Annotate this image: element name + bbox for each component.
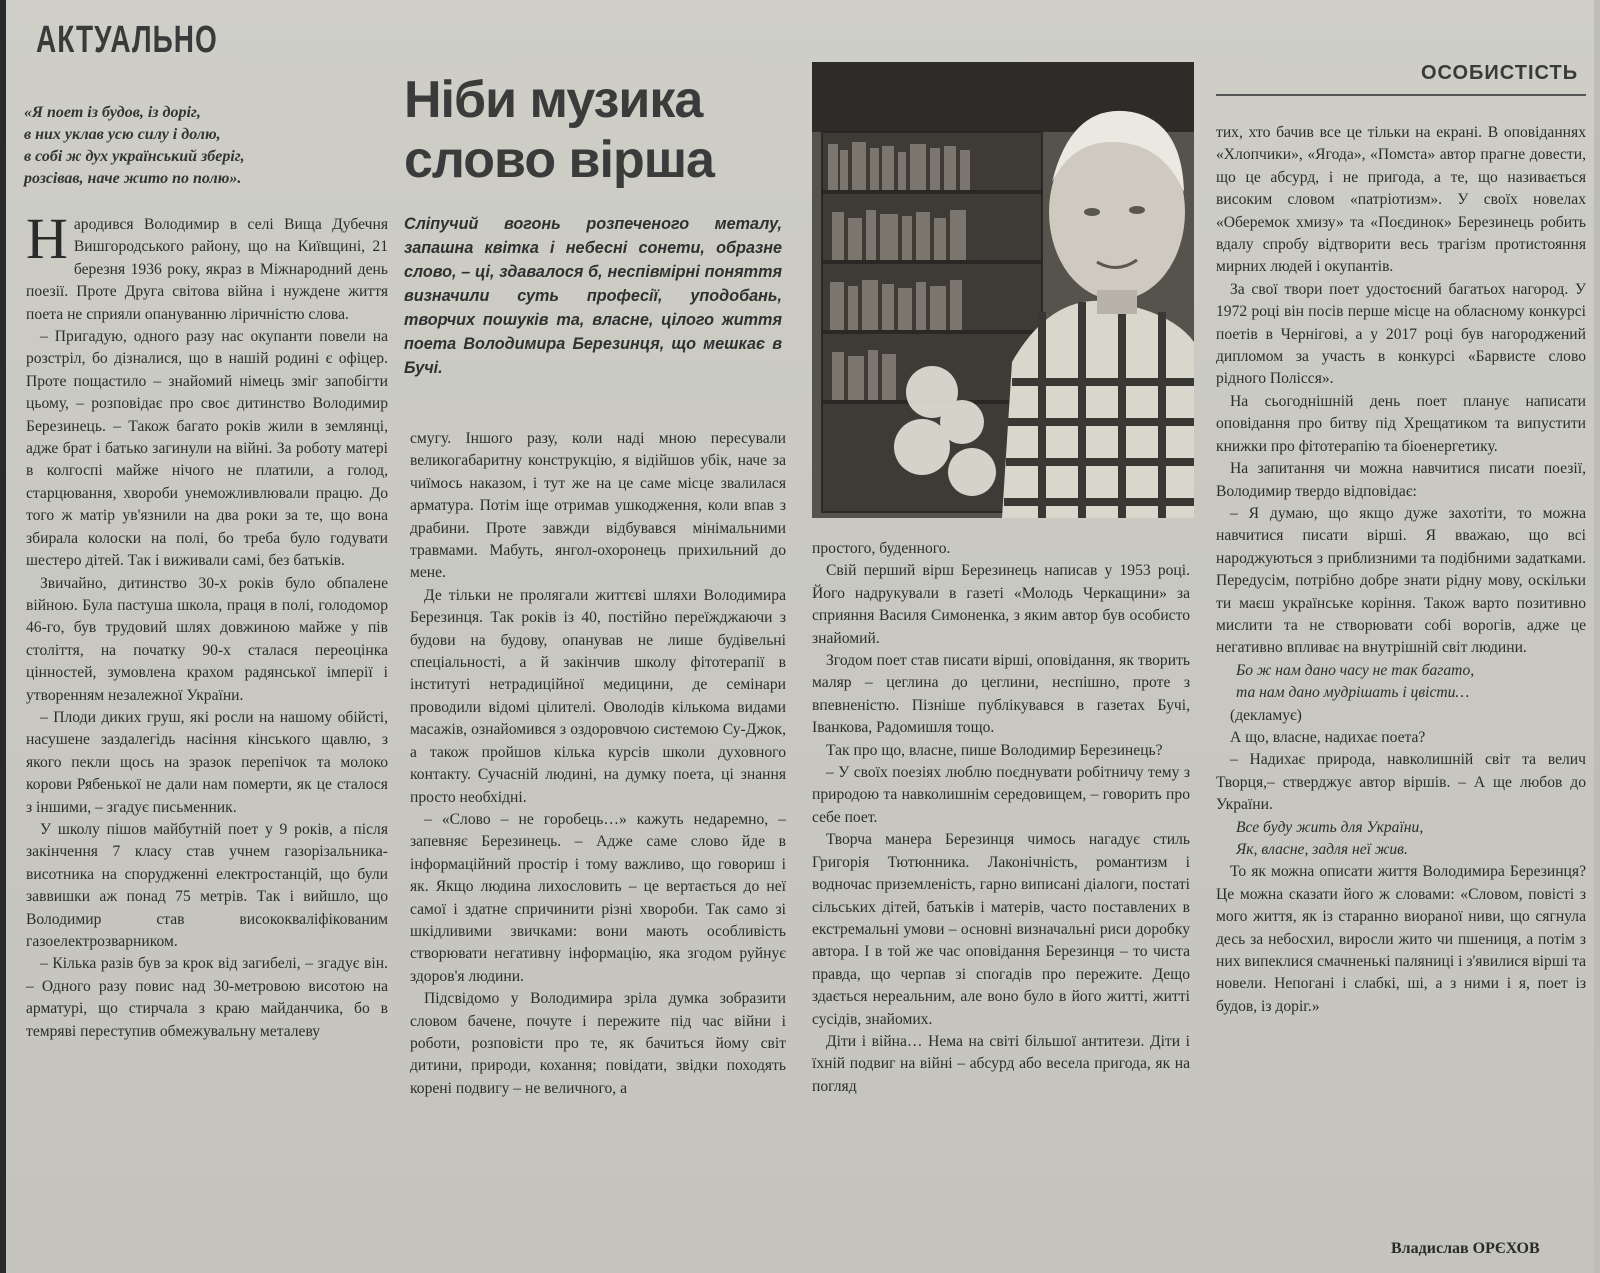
headline-line: слово вірша — [404, 131, 714, 189]
stage-direction: (декламує) — [1230, 706, 1302, 724]
poem-line: Як, власне, задля неї жив. — [1236, 841, 1408, 858]
article-lead: Сліпучий вогонь розпеченого металу, запашна квітка і небесні сонети, образне слово, – ці, здавалося б, неспівмірні поняття визначили суть професії, уподобань, творчих пошуків та, власне, цілого життя поета Володимира Березинця, що мешкає в Бучі. — [404, 215, 782, 377]
portrait-illustration — [812, 62, 1194, 518]
article-headline — [404, 70, 794, 190]
author-signature: Владислав ОРЄХОВ — [1391, 1240, 1540, 1257]
paragraph: – «Слово – не горобець…» кажуть недаремно, – запевняє Березинець. – Адже саме слово йде в інформаційний простір і тому важливо, що говориш і як. Якщо людина лихословить – це вертається до неї самої і здатне спричинити різні хвороби. Так само зі шкідливими звичками: вони мають особливість створювати негативну інформацію, яка згодом руйнує здоров'я людини. — [410, 810, 786, 985]
paragraph: Де тільки не пролягали життєві шляхи Володимира Березинця. Так років із 40, постійно переїжджаючи з будови на будову, опанував не лише будівельні спеціальності, а й закінчив школу фітотерапії в інституті нетрадиційної медицини, де семінари проводили відомі цілителі. Оволодів кількома видами масажів, ознайомився з оздоровчою системою Су-Джок, а також пройшов кілька курсів школи духовного контакту. Сучасній людині, на думку поета, ці знання просто необхідні. — [410, 586, 786, 806]
section-title-right: ОСОБИСТІСТЬ — [1421, 62, 1579, 84]
paragraph: Діти і війна… Нема на світі більшої антитези. Діти і їхній подвиг на війні – абсурд або весела пригода, як на погляд — [812, 1032, 1190, 1095]
paragraph: смугу. Іншого разу, коли наді мною пересували великогабаритну конструкцію, я відійшов убік, наче за чиїмось наказом, і тут же на це саме місце звалилася арматура. Потім іще отримав ушкодження, коли впав з драбини. Проте завжди відбувався мінімальними травмами. Мабуть, янгол-охоронець прихильний до мене. — [410, 430, 786, 582]
paragraph: тих, хто бачив все це тільки на екрані. В оповіданнях «Хлопчики», «Ягода», «Помста» автор прагне довести, що це абсурд, і не пригода, а те, що називається високим словом «патріотизм». У своїх новелах «Оберемок хмизу» та «Поєдинок» Березинець робить вдалу спробу відтворити весь трагізм протистояння мирних людей і окупантів. — [1216, 124, 1586, 276]
article-column-2 — [410, 428, 786, 1100]
page-edge — [0, 0, 6, 1273]
article-column-4 — [1216, 122, 1586, 1018]
epigraph-line: в них уклав усю силу і долю, — [24, 126, 221, 143]
paragraph — [26, 206, 388, 326]
section-title-left: АКТУАЛЬНО — [36, 18, 218, 60]
paragraph: Творча манера Березинця чимось нагадує стиль Григорія Тютюнника. Лаконічність, романтизм і водночас приземленість, гарно виписані діалоги, постаті сільських дітей, батьків і матерів, часто поставлених в екстремальні умови – основні визначальні риси доробку автора. І в той же час оповідання Березинця – то чиста правда, що черпав зі спогадів про пережите. Дещо здається нереальним, але воно було в його житті, житті сусідів, знайомих. — [812, 831, 1190, 1028]
paragraph: Звичайно, дитинство 30-х років було обпалене війною. Була пастуша школа, праця в полі, голодомор 46-го, був трудовий шлях довжиною майже у пів століття, на початку 90-х сталася переоцінка цінностей, зумовлена крахом радянської імперії і утворенням незалежної України. — [26, 574, 388, 704]
paragraph: – Пригадую, одного разу нас окупанти повели на розстріл, бо дізналися, що в нашій родині є офіцер. Проте пощастило – знайомий німець зміг запобігти цьому, – розповідає про своє дитинство Володимир Березинець. – Також багато років жили в землянці, адже брат і батько загинули на війні. За роботу матері в колгоспі майже нічого не платили, а голод, старцювання, хвороби унеможливлювали працю. До того ж матір ув'язнили на два роки за те, що вона збирала колоски на полі, бо треба було годувати шестеро дітей. Так і виживали самі, без батьків. — [26, 328, 388, 570]
drop-cap: Н — [26, 206, 68, 271]
poem-line: Бо ж нам дано часу не так багато, — [1236, 661, 1475, 679]
poem-line: та нам дано мудрішать і цвісти… — [1236, 684, 1470, 702]
paragraph: – Кілька разів був за крок від загибелі, – згадує він. – Одного разу повис над 30-метровою висотою на арматурі, що стирчала з краю майданчика, бо в темряві переступив обмежувальну металеву — [26, 955, 388, 1040]
portrait-photo — [812, 62, 1194, 518]
paragraph: А що, власне, надихає поета? — [1230, 728, 1426, 746]
newspaper-page — [6, 0, 1594, 1273]
epigraph-line: в собі ж дух український зберіг, — [24, 148, 245, 165]
paragraph: – Я думаю, що якщо дуже захотіти, то можна навчитися писати вірші. Я вважаю, що всі народжуються з приблизними та подібними задатками. Передусім, потрібно добре знати рідну мову, оскільки ти маєш українське коріння. Також варто позитивно мислити та не створювати собі ворогів, адже це негативно впливає на внутрішній світ людини. — [1216, 504, 1586, 657]
article-column-3 — [812, 538, 1190, 1098]
epigraph — [24, 102, 364, 190]
paragraph: На запитання чи можна навчитися писати поезії, Володимир твердо відповідає: — [1216, 460, 1586, 500]
paragraph: – Надихає природа, навколишній світ та велич Творця,– стверджує автор віршів. – А ще любов до України. — [1216, 751, 1586, 814]
article-column-1 — [26, 206, 388, 1043]
paragraph: Підсвідомо у Володимира зріла думка зобразити словом бачене, почуте і пережите під час війни і роботи, розповісти про те, як бачиться йому світ дитини, природи, кохання; повідати, звідки походять корені подвигу – не величного, а — [410, 990, 786, 1097]
paragraph-text: ародився Володимир в селі Вища Дубечня Вишгородського району, що на Київщині, 21 березня 1936 року, якраз в Міжнародний день поезії. Проте Друга світова війна і нуждене життя поета не сприяли опануванню ліричністю слова. — [26, 216, 388, 323]
poem-line: Все буду жить для України, — [1236, 818, 1424, 836]
paragraph: Так про що, власне, пише Володимир Березинець? — [826, 741, 1163, 759]
section-rule — [1216, 94, 1586, 96]
epigraph-line: «Я поет із будов, із доріг, — [24, 104, 201, 121]
paragraph: То як можна описати життя Володимира Березинця? Це можна сказати його ж словами: «Словом, повісті з мого життя, як із старанно виораної ниви, що сягнула десь за небосхил, виросли жито чи пшениця, а потім з них випеклися смачненькі паляниці і з'явилися вірші та новели. Непогані і слабкі, ші, а з ними і я, поет із будов, із доріг.» — [1216, 863, 1586, 1015]
paragraph: Згодом поет став писати вірші, оповідання, як творить маляр – цеглина до цеглини, неспішно, проте з впевненістю. Пізніше публікувався в газетах Бучі, Іванкова, Радомишля тощо. — [812, 652, 1190, 737]
paragraph: – У своїх поезіях люблю поєднувати робітничу тему з природою та навколишнім середовищем, – говорить про себе поет. — [812, 764, 1190, 826]
paragraph: простого, буденного. — [812, 540, 951, 557]
paragraph: За свої твори поет удостоєний багатьох нагород. У 1972 році він посів перше місце на обласному конкурсі поетів в Чернігові, а у 2017 році був нагороджений дипломом за участь в конкурсі «Барвисте слово рідного Полісся». — [1216, 280, 1586, 388]
paragraph: У школу пішов майбутній поет у 9 років, а після закінчення 7 класу став учнем газорізальника-висотника на спорудженні електростанцій, що були заввишки аж понад 75 метрів. Так і вийшло, що Володимир став висококваліфікованим газоелектрозварником. — [26, 820, 388, 950]
paragraph: – Плоди диких груш, які росли на нашому обійсті, насушене заздалегідь насіння кінського щавлю, з якого пекли щось на зразок перепічок та молоко корови Рябенької не дали нам померти, як це сталося з іншими, – згадує письменник. — [26, 708, 388, 816]
paragraph: Свій перший вірш Березинець написав у 1953 році. Його надрукували в газеті «Молодь Черкащини» за сприяння Василя Симоненка, з яким автор був особисто знайомий. — [812, 562, 1190, 647]
paragraph: На сьогоднішній день поет планує написати оповідання про битву під Хрещатиком та випустити книжки про фітотерапію та біоенергетику. — [1216, 392, 1586, 455]
epigraph-line: розсівав, наче жито по полю». — [24, 170, 242, 187]
headline-line: Ніби музика — [404, 71, 703, 129]
